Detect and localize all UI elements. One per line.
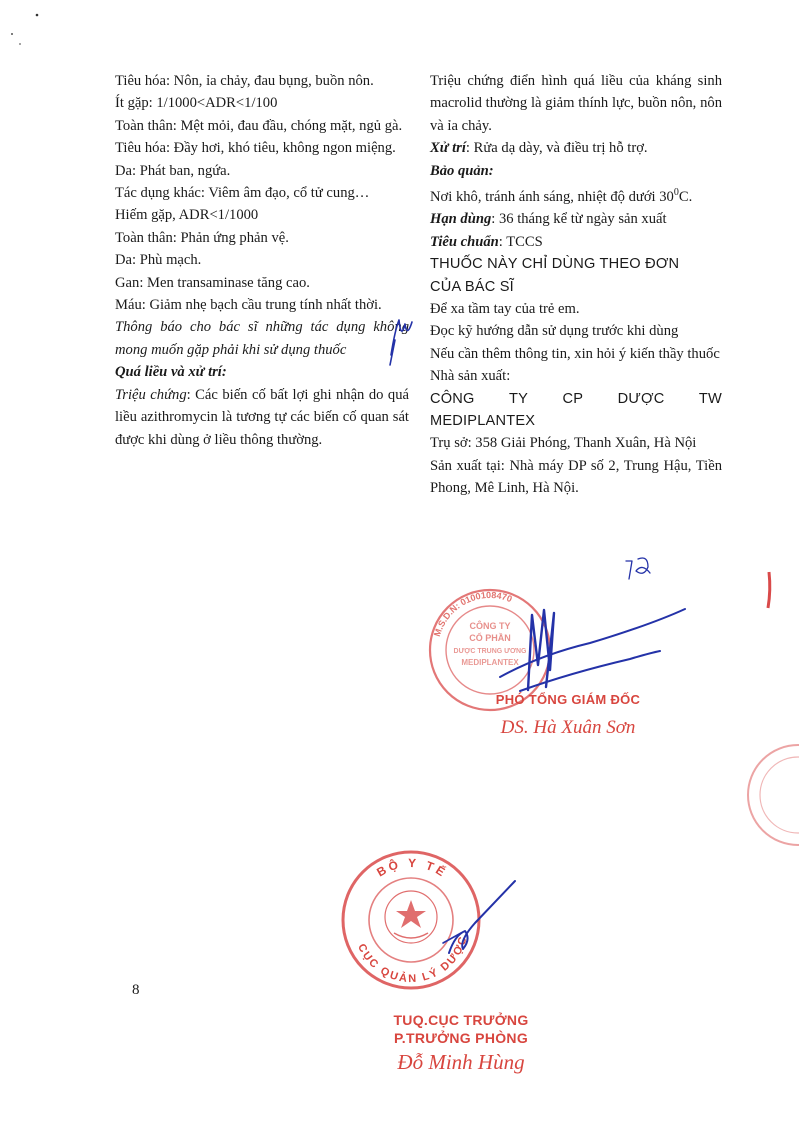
agency-signer-name: Đỗ Minh Hùng [397,1050,525,1074]
overdose-treatment [430,137,722,159]
overdose-symptoms-text: : Các biến cố bất lợi ghi nhận do quá liều azithromycin là tương tự các biến cố quan sát được khi dùng ở liều thông thường. [115,386,409,448]
storage-conditions: Nơi khô, tránh ánh sáng, nhiệt độ dưới 30 [430,188,674,205]
scan-specks [0,0,40,60]
company-signer-name: DS. Hà Xuân Sơn [500,717,636,738]
right-column [430,70,722,500]
agency-signature-icon [435,875,525,965]
company-signature-icon [480,595,690,705]
storage-heading: Bảo quản: [430,162,494,179]
overdose-heading: Quá liều và xử trí: [115,364,227,381]
expiry-text: : 36 tháng kể từ ngày sản xuất [491,211,667,228]
partial-seal-icon [720,740,799,850]
standard-text: : TCCS [498,233,543,250]
overdose-symptoms [115,384,409,451]
standard [430,231,722,253]
initials-mark-icon [622,553,656,587]
overdose-symptoms-label: Triệu chứng [115,386,187,403]
prescription-warning-line1: THUỐC NÀY CHỈ DÙNG THEO ĐƠN [430,256,680,273]
consult-doctor: Nếu cần thêm thông tin, xin hỏi ý kiến thầy thuốc [430,345,720,362]
degree-sup: 0 [673,187,679,199]
treatment-text: : Rửa dạ dày, và điều trị hỗ trợ. [465,140,648,157]
expiry-label: Hạn dùng [430,211,492,228]
agency-signer-line1: TUQ.CỤC TRƯỞNG [393,1012,529,1028]
side-effect-skin: Da: Phát ban, ngứa. [115,162,231,179]
factory-address: Sản xuất tại: Nhà máy DP số 2, Trung Hậu, Tiền Phong, Mê Linh, Hà Nội. [430,457,722,497]
company-seal-line3: DƯỢC TRUNG ƯƠNG [453,648,527,655]
storage-text [430,182,722,208]
rare-heading: Hiếm gặp, ADR<1/1000 [115,207,259,224]
agency-seal-top-text: BỘ Y TẾ [374,855,450,881]
expiry [430,208,722,230]
page-number: 8 [132,982,140,998]
company-seal-ring-text: M.S.D.N: 0100108470 [431,589,514,638]
notify-doctor-note: Thông báo cho bác sĩ những tác dụng không mong muốn gặp phải khi sử dụng thuốc [115,319,409,358]
uncommon-heading: Ít gặp: 1/1000<ADR<1/100 [115,95,278,112]
side-effect-blood: Máu: Giảm nhẹ bạch cầu trung tính nhất thời. [115,297,382,314]
manufacturer-name-line1: CÔNG TY CP DƯỢC TW [430,390,722,407]
side-effect-digestive-uncommon: Tiêu hóa: Đầy hơi, khó tiêu, không ngon miệng. [115,140,396,157]
company-signer-title: PHÓ TỔNG GIÁM ĐỐC [495,692,641,707]
left-column [115,70,409,451]
agency-signer-block [376,1012,546,1075]
company-seal-line2: CỔ PHẦN [469,633,511,643]
manufacturer-name-line2: MEDIPLANTEX [430,412,536,429]
keep-away-children: Để xa tầm tay của trẻ em. [430,300,580,317]
company-seal-line4: MEDIPLANTEX [461,658,519,667]
side-effect-liver: Gan: Men transaminase tăng cao. [115,274,310,291]
national-emblem-icon [385,891,437,943]
agency-signer-line2: P.TRƯỞNG PHÒNG [393,1030,529,1046]
storage-unit: C. [678,188,693,205]
headquarters-address: Trụ sở: 358 Giải Phóng, Thanh Xuân, Hà Nội [430,435,697,452]
read-instructions: Đọc kỹ hướng dẫn sử dụng trước khi dùng [430,323,679,340]
agency-seal-bottom-text: CỤC QUẢN LÝ DƯỢC [355,933,470,986]
company-seal-line1: CÔNG TY [469,621,511,631]
standard-label: Tiêu chuẩn [430,233,499,250]
side-effect-angioedema: Da: Phù mạch. [115,252,202,269]
side-effect-digestive: Tiêu hóa: Nôn, ỉa chảy, đau bụng, buồn nôn. [115,73,374,89]
treatment-label: Xử trí [430,140,466,157]
company-signer-block [488,692,648,739]
prescription-warning-line2: CỦA BÁC SĨ [430,278,514,295]
side-effect-anaphylaxis: Toàn thân: Phản ứng phản vệ. [115,229,289,246]
side-effect-general: Toàn thân: Mệt mỏi, đau đầu, chóng mặt, ngủ gà. [115,117,403,134]
overdose-typical-symptoms: Triệu chứng điển hình quá liều của kháng sinh macrolid thường là giảm thính lực, buồn nôn, nôn và ỉa chảy. [430,73,722,134]
edge-red-mark [764,570,774,610]
initials-signature-icon [385,310,425,370]
side-effect-other: Tác dụng khác: Viêm âm đạo, cổ tử cung… [115,185,370,202]
manufacturer-heading: Nhà sản xuất: [430,368,511,385]
